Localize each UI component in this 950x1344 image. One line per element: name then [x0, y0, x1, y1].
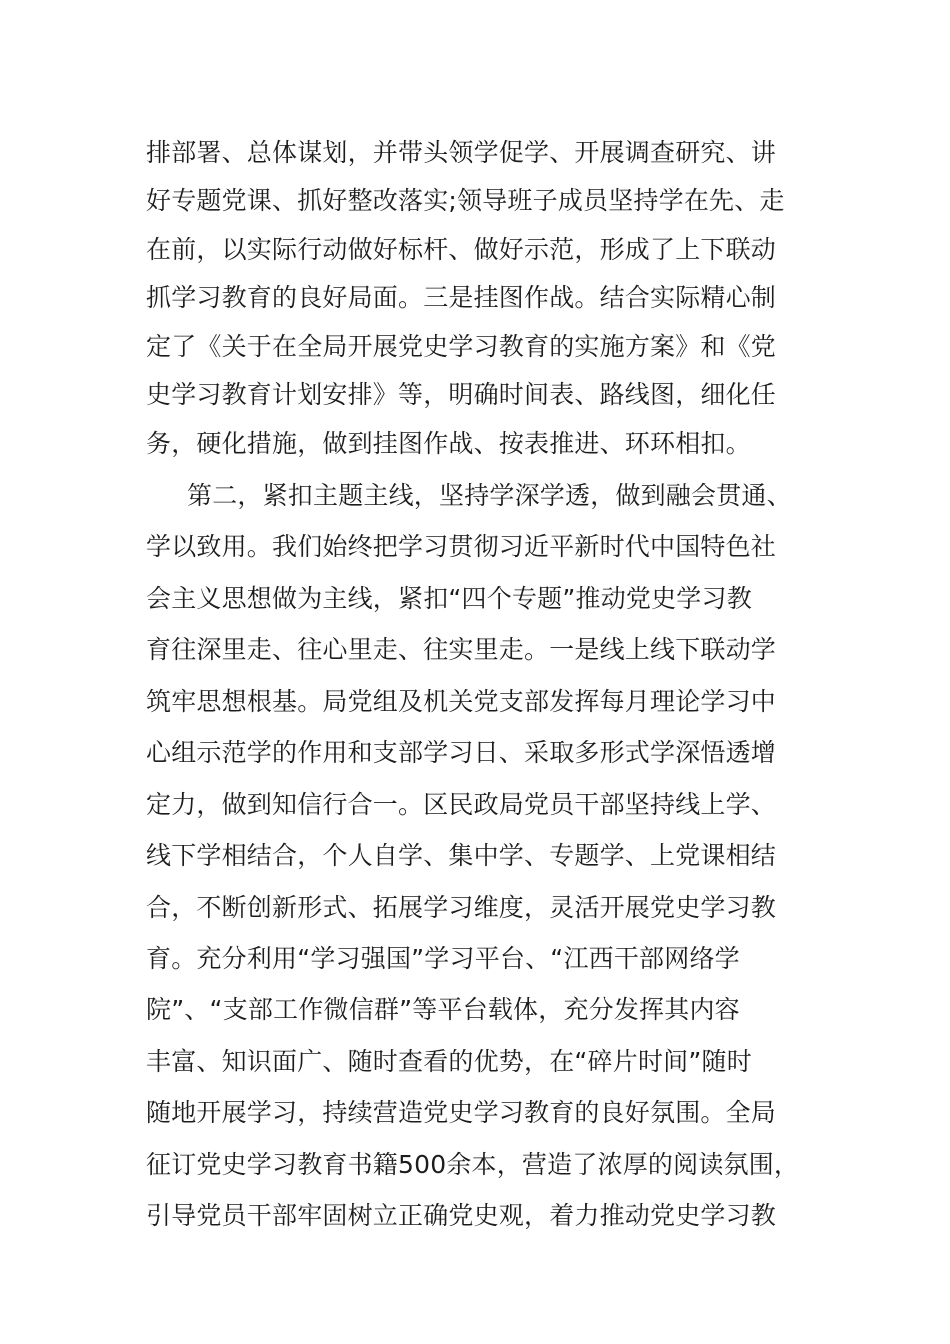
text-line: 学以致用。我们始终把学习贯彻习近平新时代中国特色社: [146, 532, 777, 561]
text-line: 务，硬化措施，做到挂图作战、按表推进、环环相扣。: [146, 429, 751, 458]
text-line: 会主义思想做为主线，紧扣“四个专题”推动党史学习教: [146, 584, 752, 613]
text-line: 育往深里走、往心里走、往实里走。一是线上线下联动学: [146, 635, 777, 664]
text-line: 心组示范学的作用和支部学习日、采取多形式学深悟透增: [146, 738, 777, 767]
text-line: 丰富、知识面广、随时查看的优势，在“碎片时间”随时: [146, 1047, 752, 1076]
paragraph-first-line: 第二，紧扣主题主线，坚持学深学透，做到融会贯通、: [187, 481, 792, 510]
text-line: 育。充分利用“学习强国”学习平台、“江西干部网络学: [146, 944, 740, 973]
text-line: 引导党员干部牢固树立正确党史观，着力推动党史学习教: [146, 1201, 777, 1230]
text-line: 筑牢思想根基。局党组及机关党支部发挥每月理论学习中: [146, 687, 777, 716]
text-line: 线下学相结合，个人自学、集中学、专题学、上党课相结: [146, 841, 777, 870]
text-line: 史学习教育计划安排》等，明确时间表、路线图，细化任: [146, 380, 777, 409]
text-line: 排部署、总体谋划，并带头领学促学、开展调查研究、讲: [146, 138, 777, 167]
text-line: 好专题党课、抓好整改落实;领导班子成员坚持学在先、走: [146, 186, 785, 215]
text-line: 在前，以实际行动做好标杆、做好示范，形成了上下联动: [146, 235, 777, 264]
text-line: 抓学习教育的良好局面。三是挂图作战。结合实际精心制: [146, 283, 777, 312]
text-line: 定力，做到知信行合一。区民政局党员干部坚持线上学、: [146, 790, 777, 819]
text-line: 征订党史学习教育书籍500余本，营造了浓厚的阅读氛围，: [146, 1150, 800, 1179]
text-line: 院”、“支部工作微信群”等平台载体，充分发挥其内容: [146, 995, 740, 1024]
text-line: 定了《关于在全局开展党史学习教育的实施方案》和《党: [146, 332, 777, 361]
text-line: 合，不断创新形式、拓展学习维度，灵活开展党史学习教: [146, 893, 777, 922]
text-line: 随地开展学习，持续营造党史学习教育的良好氛围。全局: [146, 1098, 777, 1127]
